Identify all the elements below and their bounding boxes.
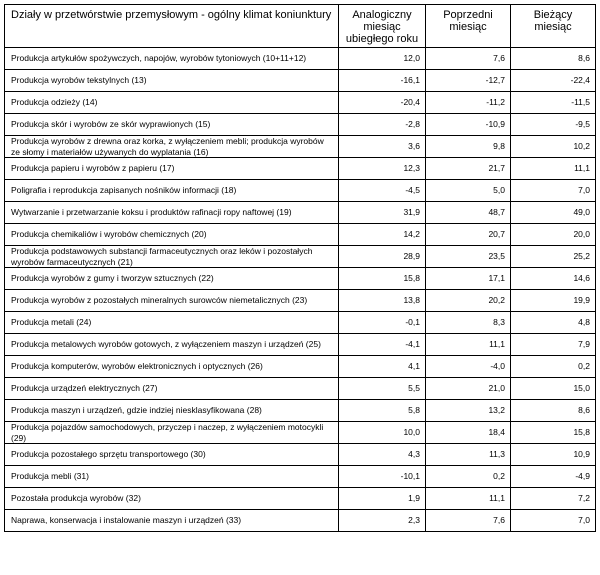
same-month-last-year-cell: 12,3 <box>339 158 426 180</box>
sector-name-cell: Produkcja mebli (31) <box>5 466 339 488</box>
current-month-cell: 7,9 <box>511 334 596 356</box>
table-row <box>5 400 596 422</box>
previous-month-cell: 23,5 <box>426 246 511 268</box>
table-row <box>5 224 596 246</box>
sector-name-cell: Produkcja metalowych wyrobów gotowych, z wyłączeniem maszyn i urządzeń (25) <box>5 334 339 356</box>
sector-name-cell: Produkcja odzieży (14) <box>5 92 339 114</box>
same-month-last-year-cell: -10,1 <box>339 466 426 488</box>
current-month-cell: -11,5 <box>511 92 596 114</box>
same-month-last-year-cell: -16,1 <box>339 70 426 92</box>
previous-month-cell: 13,2 <box>426 400 511 422</box>
current-month-cell: 14,6 <box>511 268 596 290</box>
sector-name-cell: Produkcja skór i wyrobów ze skór wyprawionych (15) <box>5 114 339 136</box>
previous-month-cell: 21,0 <box>426 378 511 400</box>
table-row <box>5 202 596 224</box>
table-row <box>5 180 596 202</box>
sector-name-cell: Wytwarzanie i przetwarzanie koksu i produktów rafinacji ropy naftowej (19) <box>5 202 339 224</box>
current-month-cell: -4,9 <box>511 466 596 488</box>
current-month-cell: 49,0 <box>511 202 596 224</box>
sector-name-cell: Produkcja wyrobów tekstylnych (13) <box>5 70 339 92</box>
same-month-last-year-cell: 31,9 <box>339 202 426 224</box>
header-previous-month: Poprzedni miesiąc <box>426 5 511 48</box>
sector-name-cell: Produkcja chemikaliów i wyrobów chemicznych (20) <box>5 224 339 246</box>
sector-name-cell: Produkcja maszyn i urządzeń, gdzie indziej niesklasyfikowana (28) <box>5 400 339 422</box>
previous-month-cell: 9,8 <box>426 136 511 158</box>
sector-name-cell: Pozostała produkcja wyrobów (32) <box>5 488 339 510</box>
table-row <box>5 290 596 312</box>
current-month-cell: 8,6 <box>511 48 596 70</box>
same-month-last-year-cell: 12,0 <box>339 48 426 70</box>
sector-name-cell: Produkcja wyrobów z pozostałych mineralnych surowców niemetalicznych (23) <box>5 290 339 312</box>
previous-month-cell: 0,2 <box>426 466 511 488</box>
previous-month-cell: 11,3 <box>426 444 511 466</box>
table-row <box>5 92 596 114</box>
current-month-cell: 7,0 <box>511 180 596 202</box>
same-month-last-year-cell: 1,9 <box>339 488 426 510</box>
previous-month-cell: 20,7 <box>426 224 511 246</box>
sector-name-cell: Produkcja komputerów, wyrobów elektronicznych i optycznych (26) <box>5 356 339 378</box>
table-row <box>5 444 596 466</box>
previous-month-cell: 7,6 <box>426 48 511 70</box>
sector-name-cell: Produkcja podstawowych substancji farmaceutycznych oraz leków i pozostałych wyrobów farmaceutycznych (21) <box>5 246 339 268</box>
sector-name-cell: Produkcja wyrobów z drewna oraz korka, z wyłączeniem mebli; produkcja wyrobów ze słomy i materiałów używanych do wyplatania (16) <box>5 136 339 158</box>
table-row <box>5 246 596 268</box>
current-month-cell: 15,0 <box>511 378 596 400</box>
current-month-cell: 10,9 <box>511 444 596 466</box>
table-row <box>5 268 596 290</box>
same-month-last-year-cell: 28,9 <box>339 246 426 268</box>
previous-month-cell: 48,7 <box>426 202 511 224</box>
previous-month-cell: -10,9 <box>426 114 511 136</box>
previous-month-cell: -12,7 <box>426 70 511 92</box>
same-month-last-year-cell: 15,8 <box>339 268 426 290</box>
current-month-cell: 8,6 <box>511 400 596 422</box>
previous-month-cell: 8,3 <box>426 312 511 334</box>
previous-month-cell: 5,0 <box>426 180 511 202</box>
current-month-cell: 4,8 <box>511 312 596 334</box>
table-row <box>5 312 596 334</box>
current-month-cell: 11,1 <box>511 158 596 180</box>
table-row <box>5 488 596 510</box>
same-month-last-year-cell: 5,5 <box>339 378 426 400</box>
business-climate-table <box>4 4 596 532</box>
current-month-cell: -9,5 <box>511 114 596 136</box>
same-month-last-year-cell: 3,6 <box>339 136 426 158</box>
previous-month-cell: 7,6 <box>426 510 511 532</box>
table-row <box>5 356 596 378</box>
sector-name-cell: Poligrafia i reprodukcja zapisanych nośników informacji (18) <box>5 180 339 202</box>
sector-name-cell: Produkcja papieru i wyrobów z papieru (17) <box>5 158 339 180</box>
table-body <box>5 48 596 532</box>
sector-name-cell: Produkcja artykułów spożywczych, napojów, wyrobów tytoniowych (10+11+12) <box>5 48 339 70</box>
table-row <box>5 136 596 158</box>
table-row <box>5 158 596 180</box>
sector-name-cell: Produkcja wyrobów z gumy i tworzyw sztucznych (22) <box>5 268 339 290</box>
table-row <box>5 466 596 488</box>
previous-month-cell: 21,7 <box>426 158 511 180</box>
header-sector: Działy w przetwórstwie przemysłowym - ogólny klimat koniunktury <box>5 5 339 48</box>
table-row <box>5 114 596 136</box>
same-month-last-year-cell: 13,8 <box>339 290 426 312</box>
same-month-last-year-cell: 5,8 <box>339 400 426 422</box>
same-month-last-year-cell: 4,3 <box>339 444 426 466</box>
sector-name-cell: Produkcja pojazdów samochodowych, przyczep i naczep, z wyłączeniem motocykli (29) <box>5 422 339 444</box>
current-month-cell: 19,9 <box>511 290 596 312</box>
same-month-last-year-cell: -0,1 <box>339 312 426 334</box>
table-row <box>5 48 596 70</box>
current-month-cell: 7,0 <box>511 510 596 532</box>
current-month-cell: 0,2 <box>511 356 596 378</box>
previous-month-cell: 17,1 <box>426 268 511 290</box>
header-current-month: Bieżący miesiąc <box>511 5 596 48</box>
previous-month-cell: -11,2 <box>426 92 511 114</box>
same-month-last-year-cell: 4,1 <box>339 356 426 378</box>
sector-name-cell: Produkcja urządzeń elektrycznych (27) <box>5 378 339 400</box>
table-row <box>5 378 596 400</box>
table-row <box>5 422 596 444</box>
sector-name-cell: Naprawa, konserwacja i instalowanie maszyn i urządzeń (33) <box>5 510 339 532</box>
sector-name-cell: Produkcja metali (24) <box>5 312 339 334</box>
previous-month-cell: 20,2 <box>426 290 511 312</box>
same-month-last-year-cell: -20,4 <box>339 92 426 114</box>
current-month-cell: 20,0 <box>511 224 596 246</box>
sector-name-cell: Produkcja pozostałego sprzętu transportowego (30) <box>5 444 339 466</box>
table-row <box>5 510 596 532</box>
current-month-cell: -22,4 <box>511 70 596 92</box>
table-row <box>5 334 596 356</box>
current-month-cell: 10,2 <box>511 136 596 158</box>
current-month-cell: 15,8 <box>511 422 596 444</box>
current-month-cell: 7,2 <box>511 488 596 510</box>
header-same-month-last-year: Analogiczny miesiąc ubiegłego roku <box>339 5 426 48</box>
table-header-row <box>5 5 596 48</box>
previous-month-cell: 18,4 <box>426 422 511 444</box>
table-row <box>5 70 596 92</box>
current-month-cell: 25,2 <box>511 246 596 268</box>
same-month-last-year-cell: -4,1 <box>339 334 426 356</box>
same-month-last-year-cell: 14,2 <box>339 224 426 246</box>
previous-month-cell: 11,1 <box>426 488 511 510</box>
same-month-last-year-cell: 2,3 <box>339 510 426 532</box>
previous-month-cell: 11,1 <box>426 334 511 356</box>
same-month-last-year-cell: -4,5 <box>339 180 426 202</box>
previous-month-cell: -4,0 <box>426 356 511 378</box>
same-month-last-year-cell: 10,0 <box>339 422 426 444</box>
same-month-last-year-cell: -2,8 <box>339 114 426 136</box>
